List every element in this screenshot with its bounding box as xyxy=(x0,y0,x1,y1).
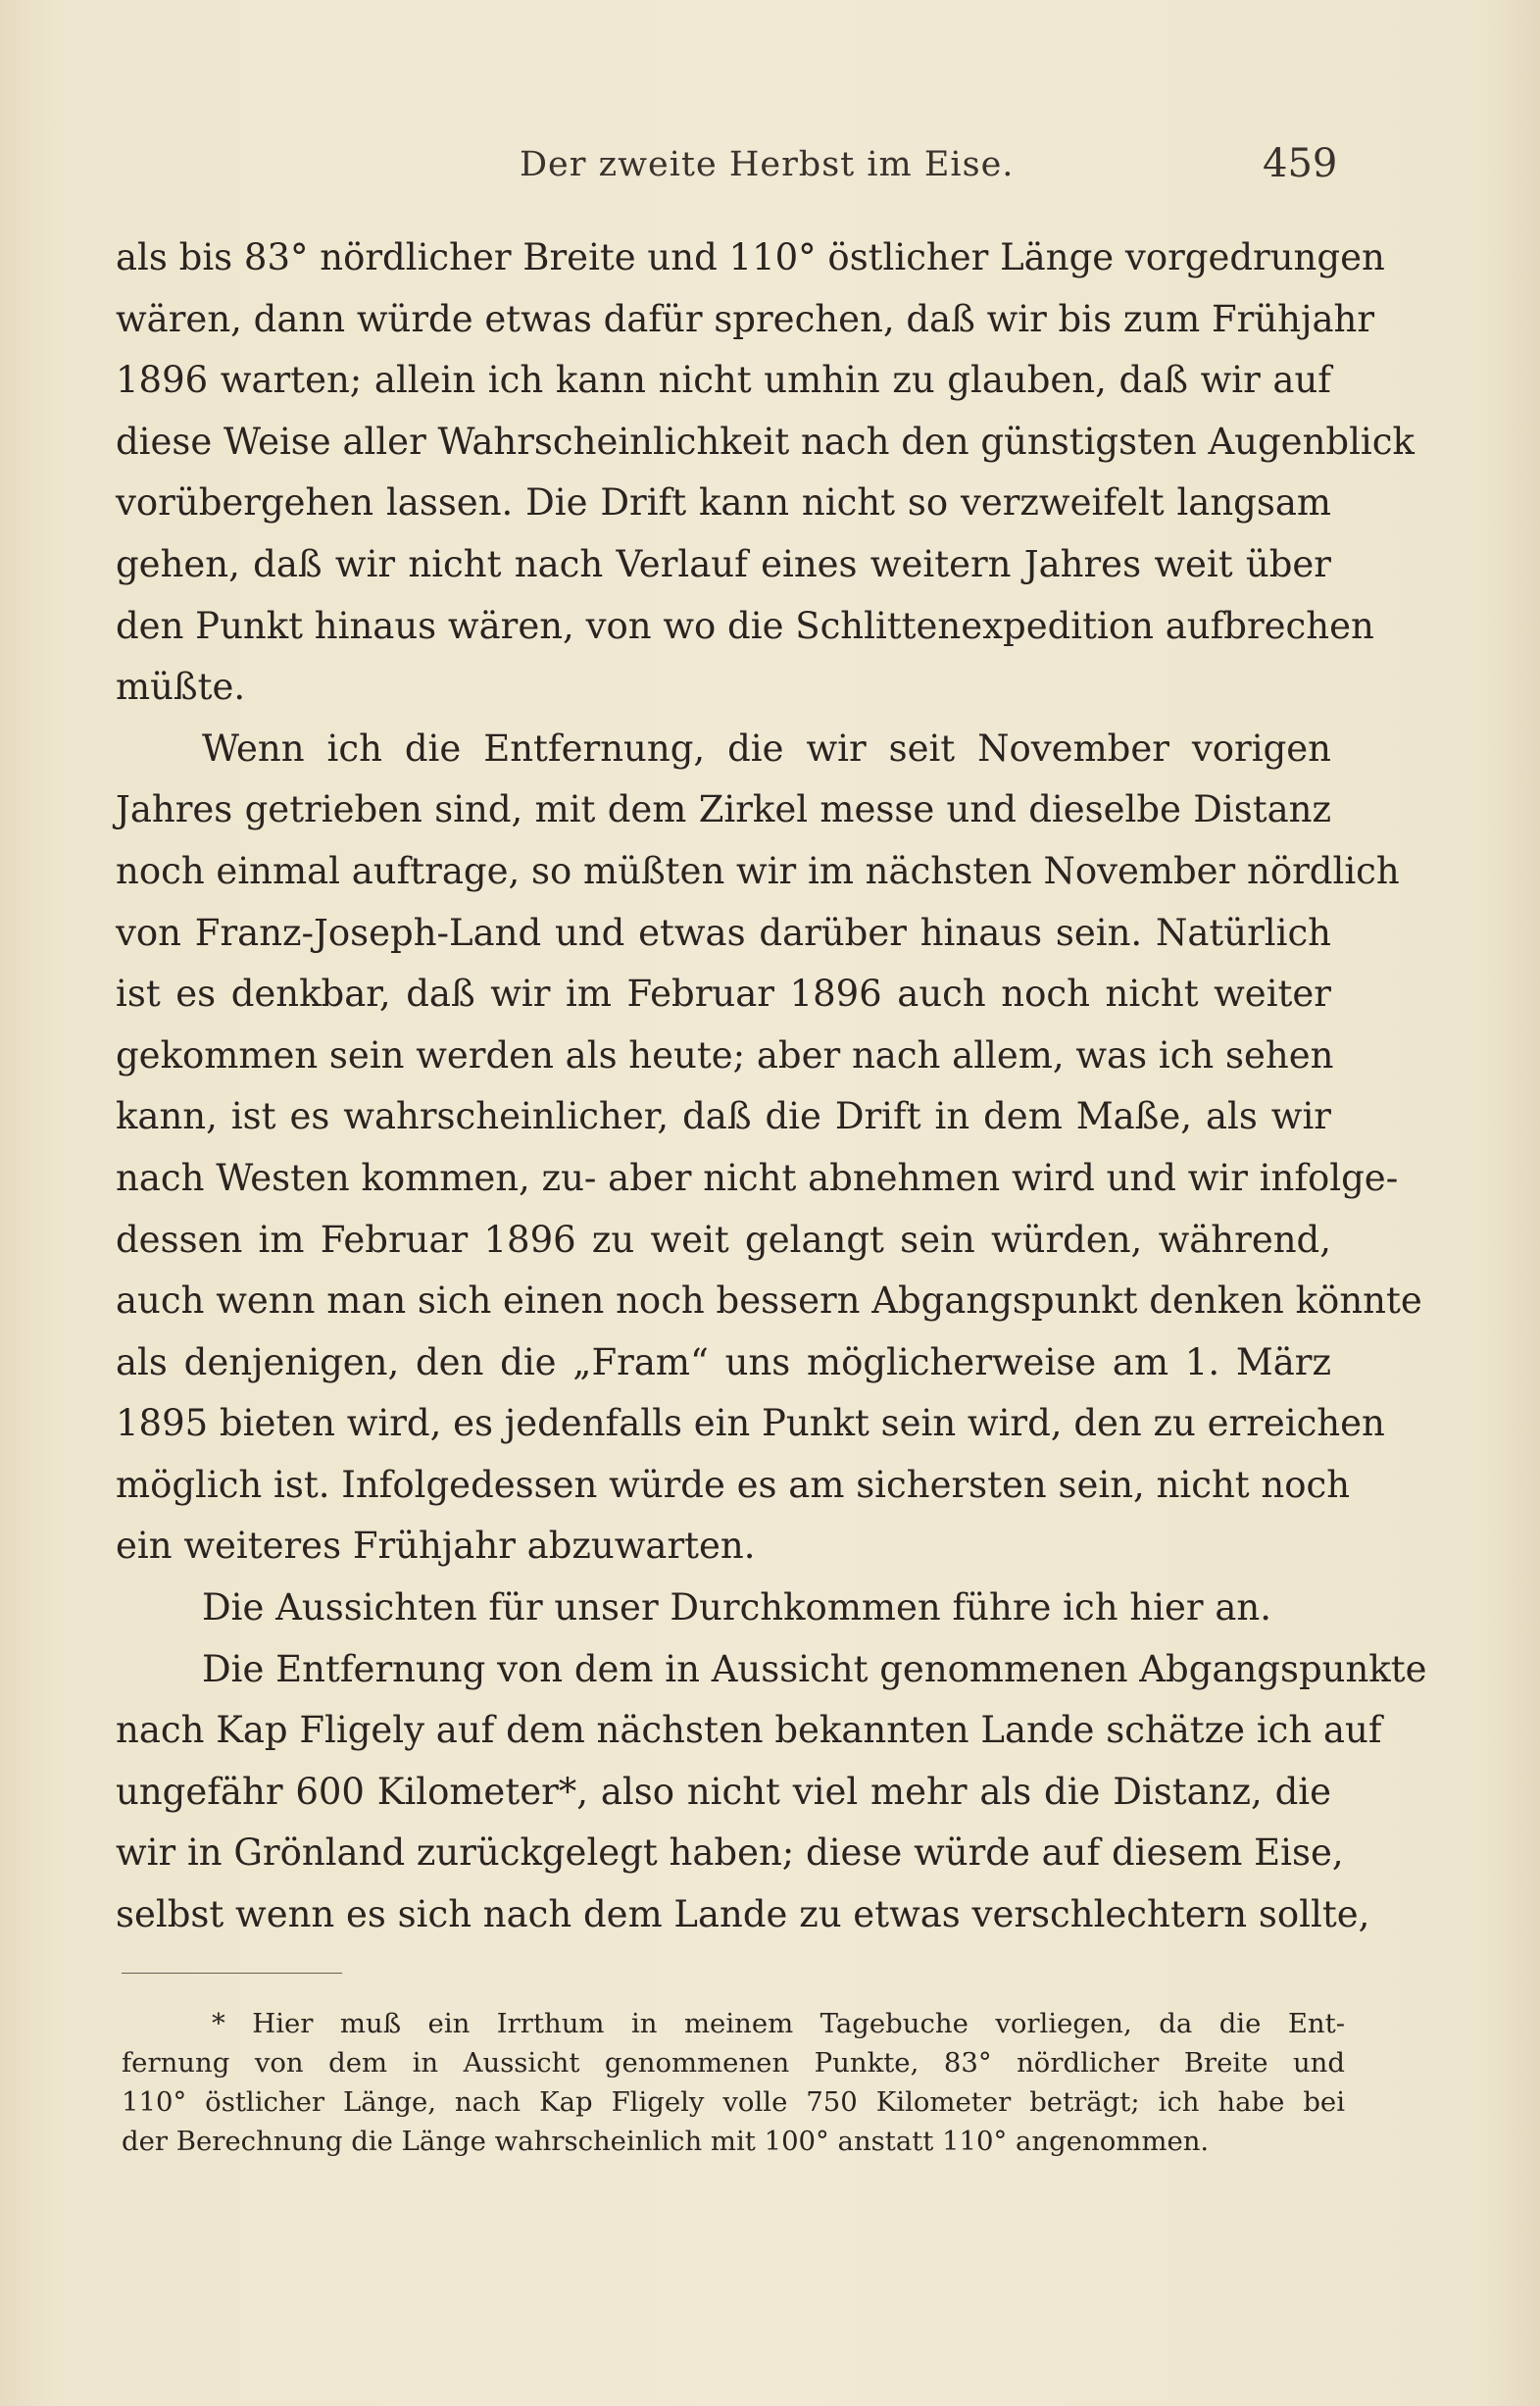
text-line: 1896 warten; allein ich kann nicht umhin zu glauben, daß wir auf xyxy=(116,359,1331,402)
body-text xyxy=(116,227,1427,1946)
footnote-line: fernung von dem in Aussicht genommenen Punkte, 83° nördlicher Breite und xyxy=(122,2047,1345,2079)
text-line: diese Weise aller Wahrscheinlichkeit nach den günstigsten Augenblick xyxy=(116,420,1415,463)
text-line: Die Aussichten für unser Durchkommen führe ich hier an. xyxy=(202,1586,1271,1629)
text-line: den Punkt hinaus wären, von wo die Schlittenexpedition aufbrechen xyxy=(116,604,1374,647)
text-line: gehen, daß wir nicht nach Verlauf eines weitern Jahres weit über xyxy=(116,542,1331,585)
footnote-line: * Hier muß ein Irrthum in meinem Tagebuche vorliegen, da die Ent- xyxy=(212,2008,1345,2039)
text-line: Die Entfernung von dem in Aussicht genommenen Abgangspunkte xyxy=(202,1647,1427,1690)
text-line: als bis 83° nördlicher Breite und 110° östlicher Länge vorgedrungen xyxy=(116,236,1385,278)
text-line: noch einmal auftrage, so müßten wir im nächsten November nördlich xyxy=(116,849,1400,892)
footnote xyxy=(122,2004,1345,2161)
text-line: nach Kap Fligely auf dem nächsten bekannten Lande schätze ich auf xyxy=(116,1709,1382,1752)
footnote-line: der Berechnung die Länge wahrscheinlich mit 100° anstatt 110° angenommen. xyxy=(122,2126,1210,2157)
text-line: von Franz-Joseph-Land und etwas darüber hinaus sein. Natürlich xyxy=(116,911,1331,954)
text-line: müßte. xyxy=(116,666,246,709)
text-line: gekommen sein werden als heute; aber nach allem, was ich sehen xyxy=(116,1033,1334,1077)
text-line: ein weiteres Frühjahr abzuwarten. xyxy=(116,1525,756,1568)
text-line: 1895 bieten wird, es jedenfalls ein Punkt sein wird, den zu erreichen xyxy=(116,1402,1385,1445)
page-number: 459 xyxy=(1263,141,1338,186)
text-line: dessen im Februar 1896 zu weit gelangt sein würden, während, xyxy=(116,1218,1331,1261)
text-line: Jahres getrieben sind, mit dem Zirkel messe und dieselbe Distanz xyxy=(116,788,1331,831)
text-line: kann, ist es wahrscheinlicher, daß die Drift in dem Maße, als wir xyxy=(116,1095,1331,1138)
footnote-divider xyxy=(122,1973,342,1974)
text-line: nach Westen kommen, zu- aber nicht abnehmen wird und wir infolge- xyxy=(116,1156,1399,1199)
running-head: Der zweite Herbst im Eise. xyxy=(520,145,1015,184)
text-line: auch wenn man sich einen noch bessern Abgangspunkt denken könnte xyxy=(116,1279,1422,1323)
text-line: selbst wenn es sich nach dem Lande zu etwas verschlechtern sollte, xyxy=(116,1893,1370,1936)
text-line: als denjenigen, den die „Fram“ uns möglicherweise am 1. März xyxy=(116,1340,1331,1383)
text-line: ungefähr 600 Kilometer*, also nicht viel mehr als die Distanz, die xyxy=(116,1770,1331,1813)
text-line: ist es denkbar, daß wir im Februar 1896 auch noch nicht weiter xyxy=(116,973,1331,1016)
text-line: möglich ist. Infolgedessen würde es am sichersten sein, nicht noch xyxy=(116,1463,1351,1506)
text-line: wir in Grönland zurückgelegt haben; diese würde auf diesem Eise, xyxy=(116,1831,1344,1875)
footnote-line: 110° östlicher Länge, nach Kap Fligely volle 750 Kilometer beträgt; ich habe bei xyxy=(122,2086,1345,2118)
text-line: wären, dann würde etwas dafür sprechen, daß wir bis zum Frühjahr xyxy=(116,297,1375,340)
text-line: Wenn ich die Entfernung, die wir seit November vorigen xyxy=(202,727,1331,770)
text-line: vorübergehen lassen. Die Drift kann nicht so verzweifelt langsam xyxy=(116,481,1331,525)
